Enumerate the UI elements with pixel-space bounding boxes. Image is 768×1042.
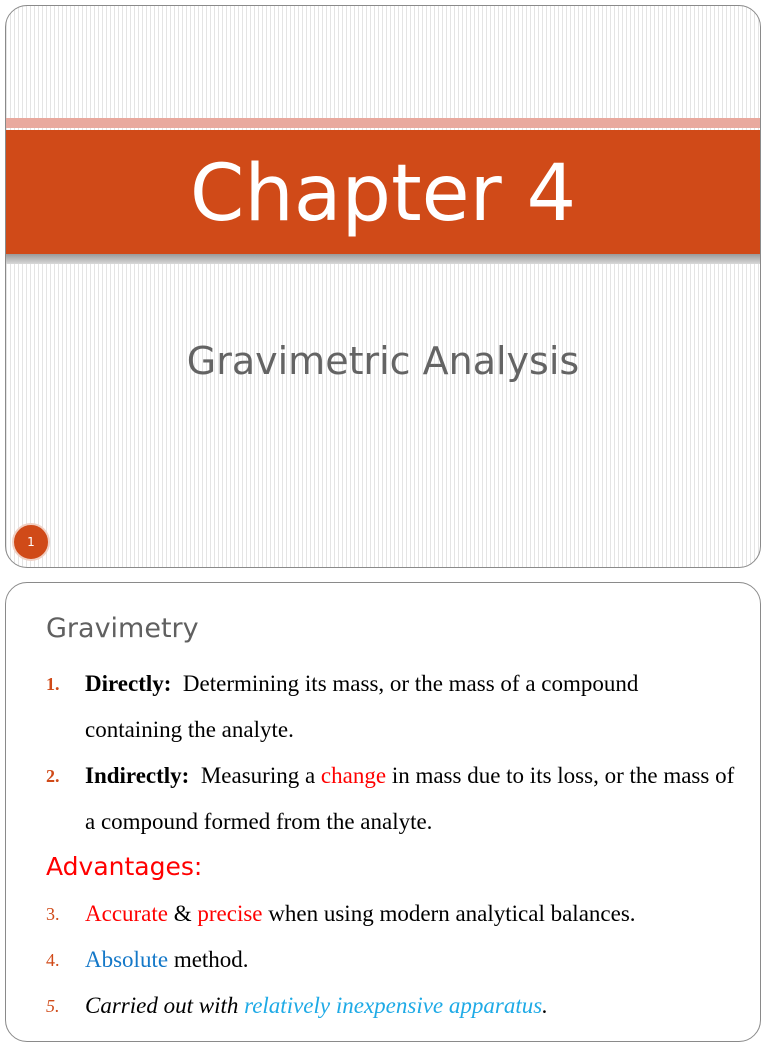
item-text: Carried out with [85, 993, 245, 1018]
item-text: . [542, 993, 548, 1018]
item-text: Determining its mass, or the mass of a compound containing the analyte. [85, 671, 645, 742]
slide-heading: Gravimetry [46, 613, 199, 644]
title-band-shadow [6, 254, 760, 264]
list-number: 4. [46, 950, 60, 970]
title-band-top-stripe [6, 118, 760, 128]
item-text: method. [168, 947, 249, 972]
item-text: & [168, 901, 198, 926]
list-item-accurate [46, 891, 736, 937]
item-label: Directly: [85, 671, 172, 696]
list-item-directly [46, 661, 736, 753]
list-number: 5. [46, 996, 60, 1016]
slide-title: Chapter 4 [189, 149, 577, 239]
item-text: Measuring a [189, 763, 321, 788]
item-label: Indirectly: [85, 763, 190, 788]
list-item-inexpensive [46, 983, 736, 1029]
item-highlight: Absolute [85, 947, 169, 972]
content-slide [5, 582, 761, 1042]
list-number: 3. [46, 904, 60, 924]
list-item-indirectly [46, 753, 736, 845]
list-item-absolute [46, 937, 736, 983]
item-highlight: precise [197, 901, 263, 926]
slide-subtitle: Gravimetric Analysis [186, 339, 580, 383]
item-text: when using modern analytical balances. [262, 901, 636, 926]
slide-number-badge: 1 [12, 523, 50, 561]
advantages-heading: Advantages: [46, 852, 203, 881]
list-number: 2. [46, 766, 60, 786]
item-highlight: change [320, 763, 387, 788]
list-number: 1. [46, 674, 60, 694]
item-text: in mass due to its loss, or the mass of a compound formed from the analyte. [85, 763, 735, 834]
item-highlight: relatively inexpensive apparatus [244, 993, 543, 1018]
title-slide [5, 5, 761, 568]
item-highlight: Accurate [85, 901, 168, 926]
